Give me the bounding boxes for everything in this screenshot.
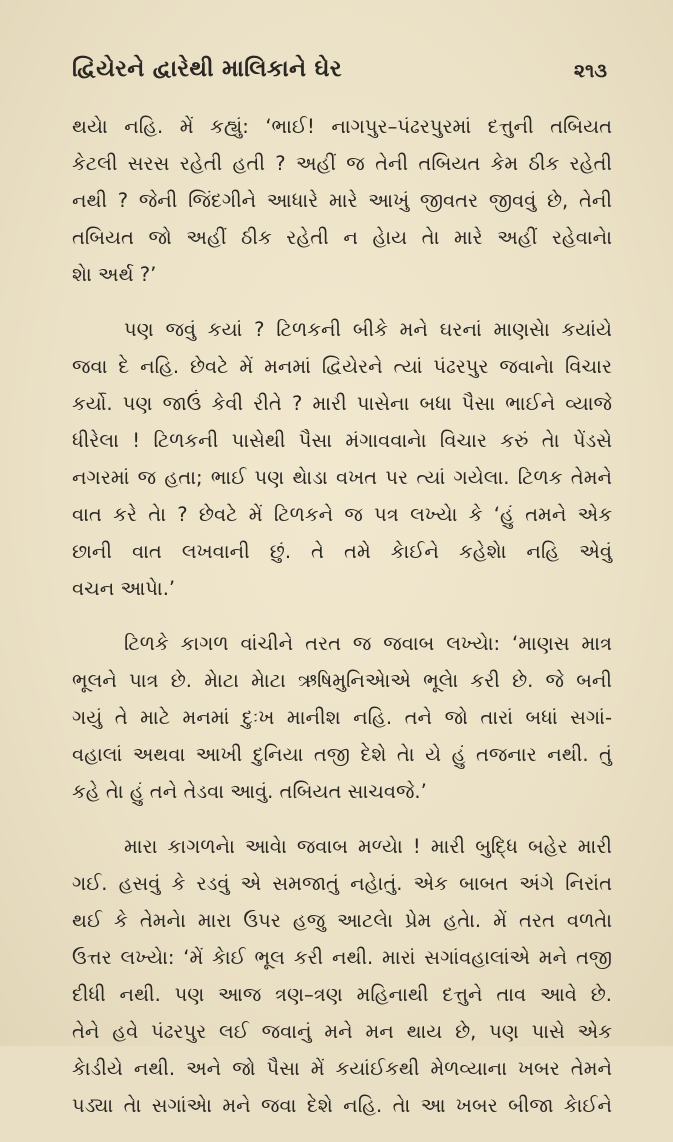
text-line: શેા અર્થ ?’ [72, 263, 157, 286]
text-line: ગયું તે માટે મનમાં દુઃખ માનીશ નહિ. તને જો તારાં બધાં સગાં- [72, 706, 612, 729]
text-line: કહે તેા હું તને તેડવા આવું. તબિયત સાચવજે.’ [72, 780, 427, 803]
text-line: ટિળકે કાગળ વાંચીને તરત જ જવાબ લખ્યેા: ‘માણસ માત્ર [124, 632, 612, 655]
text-line: તબિયત જો અહીં ઠીક રહેતી ન હેાય તેા મારે અહીં રહેવાનેા [72, 226, 612, 249]
text-line: કેાડીયે નથી. અને જો પૈસા મેં કયાંઈકથી મેળવ્યાના ખબર તેમને [72, 1057, 612, 1080]
chapter-running-title: દ્વિયેરને દ્વારેથી માલિકાને ઘેર [72, 56, 342, 82]
paragraph-1 [72, 108, 612, 293]
text-line: પણ જવું કયાં ? ટિળકની બીકે મને ઘરનાં માણસેા કયાંયે [124, 318, 612, 341]
text-line: ઉત્તર લખ્યેા: ‘મેં કેાઈ ભૂલ કરી નથી. મારાં સગાંવહાલાંએ મને તજી [72, 946, 612, 969]
text-line: તેને હવે પંઢરપુર લઈ જવાનું મને મન થાય છે, પણ પાસે એક [72, 1020, 612, 1043]
page-number: ૨૧૩ [573, 60, 607, 82]
text-line: નથી ? જેની જિંદગીને આધારે મારે આખું જીવતર જીવવું છે, તેની [72, 189, 612, 212]
text-line: થયેા નહિ. મેં કહ્યું: ‘ભાઈ! નાગપુર–પંઢરપુરમાં દત્તુની તબિયત [72, 115, 612, 138]
text-line: મારા કાગળનેા આવેા જવાબ મળ્યેા ! મારી બુદ્ધિ બહેર મારી [124, 835, 612, 858]
text-line: જવા દે નહિ. છેવટે મેં મનમાં દ્વિયેરને ત્યાં પંઢરપુર જવાનેા વિચાર [72, 355, 612, 378]
text-line: દીધી નથી. પણ આજ ત્રણ–ત્રણ મહિનાથી દત્તુને તાવ આવે છે. [72, 983, 612, 1006]
text-line: ધીરેલા ! ટિળકની પાસેથી પૈસા મંગાવવાનેા વિચાર કરું તેા પેંડસે [72, 429, 612, 452]
text-line: કર્યો. પણ જાઉં કેવી રીતે ? મારી પાસેના બધા પૈસા ભાઈને વ્યાજે [72, 392, 612, 415]
paragraph-4 [72, 828, 612, 1124]
text-line: ગઈ. હસવું કે રડવું એ સમજાતું નહેાતું. એક બાબત અંગે નિરાંત [72, 872, 612, 895]
text-line: થઈ કે તેમનેા મારા ઉપર હજુ આટલેા પ્રેમ હતેા. મેં તરત વળતેા [72, 909, 612, 932]
paragraph-3 [72, 625, 612, 810]
text-line: કેટલી સરસ રહેતી હતી ? અહીં જ તેની તબિયત કેમ ઠીક રહેતી [72, 152, 612, 175]
paragraph-2 [72, 311, 612, 607]
text-line: વચન આપેા.’ [72, 577, 176, 600]
text-line: નગરમાં જ હતા; ભાઈ પણ થેાડા વખત પર ત્યાં ગયેલા. ટિળક તેમને [72, 466, 612, 489]
body-text [72, 108, 612, 1142]
text-line: પડ્યા તેા સગાંએા મને જવા દેશે નહિ. તેા આ ખબર બીજા કેાઈને [72, 1094, 612, 1117]
text-line: છાની વાત લખવાની છું. તે તમે કેાઈને કહેશેા નહિ એવું [72, 540, 612, 563]
running-header [0, 0, 673, 100]
text-line: વાત કરે તેા ? છેવટે મેં ટિળકને જ પત્ર લખ્યેા કે ‘હું તમને એક [72, 503, 612, 526]
text-line: વહાલાં અથવા આખી દુનિયા તજી દેશે તેા યે હું તજનાર નથી. તું [72, 743, 612, 766]
text-line: ભૂલને પાત્ર છે. મેાટા મેાટા ઋષિમુનિએાએ ભૂલેા કરી છે. જે બની [72, 669, 612, 692]
